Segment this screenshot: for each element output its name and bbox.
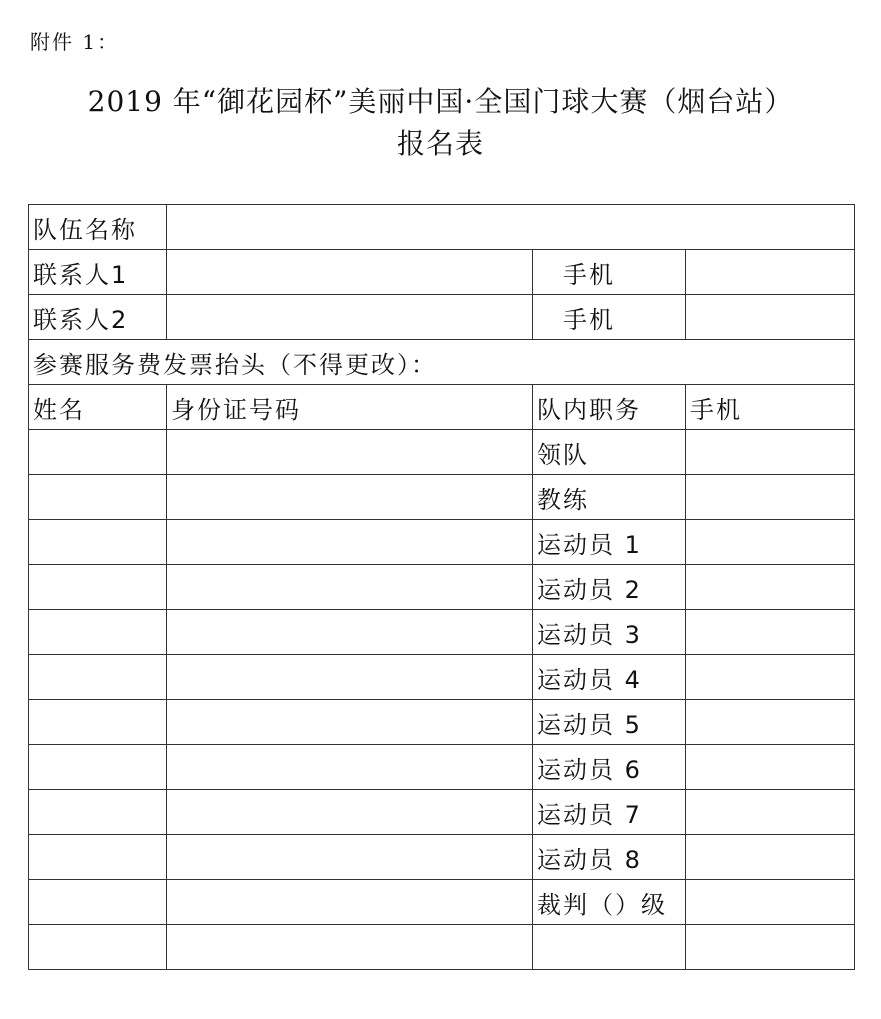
column-header-id-number: 身份证号码 xyxy=(167,385,533,430)
contact1-name-field[interactable] xyxy=(167,250,533,295)
invoice-title-label[interactable]: 参赛服务费发票抬头（不得更改）： xyxy=(29,340,855,385)
member-name-cell[interactable] xyxy=(29,745,167,790)
member-id-cell[interactable] xyxy=(167,880,533,925)
member-phone-cell[interactable] xyxy=(686,565,855,610)
member-phone-cell[interactable] xyxy=(686,700,855,745)
team-name-field[interactable] xyxy=(167,205,855,250)
registration-table xyxy=(28,204,855,970)
attachment-label: 附件 1： xyxy=(30,30,120,54)
column-header-phone: 手机 xyxy=(686,385,855,430)
contact1-phone-label: 手机 xyxy=(533,250,686,295)
contact2-row xyxy=(29,295,855,340)
member-id-cell[interactable] xyxy=(167,565,533,610)
member-name-cell[interactable] xyxy=(29,880,167,925)
member-id-cell[interactable] xyxy=(167,790,533,835)
member-name-cell[interactable] xyxy=(29,925,167,970)
member-name-cell[interactable] xyxy=(29,700,167,745)
contact1-phone-field[interactable] xyxy=(686,250,855,295)
column-header-name: 姓名 xyxy=(29,385,167,430)
contact2-name-field[interactable] xyxy=(167,295,533,340)
member-role-cell: 运动员 6 xyxy=(533,745,686,790)
table-row xyxy=(29,880,855,925)
member-header-row xyxy=(29,385,855,430)
member-name-cell[interactable] xyxy=(29,565,167,610)
table-row xyxy=(29,835,855,880)
member-name-cell[interactable] xyxy=(29,790,167,835)
table-row xyxy=(29,790,855,835)
member-phone-cell[interactable] xyxy=(686,430,855,475)
member-role-cell: 运动员 2 xyxy=(533,565,686,610)
contact2-label: 联系人2 xyxy=(29,295,167,340)
member-name-cell[interactable] xyxy=(29,610,167,655)
member-phone-cell[interactable] xyxy=(686,925,855,970)
member-role-cell[interactable] xyxy=(533,925,686,970)
member-phone-cell[interactable] xyxy=(686,745,855,790)
member-phone-cell[interactable] xyxy=(686,610,855,655)
contact1-label: 联系人1 xyxy=(29,250,167,295)
member-phone-cell[interactable] xyxy=(686,475,855,520)
member-role-cell: 运动员 8 xyxy=(533,835,686,880)
member-id-cell[interactable] xyxy=(167,475,533,520)
member-id-cell[interactable] xyxy=(167,655,533,700)
table-row xyxy=(29,610,855,655)
table-row xyxy=(29,565,855,610)
member-phone-cell[interactable] xyxy=(686,880,855,925)
member-id-cell[interactable] xyxy=(167,700,533,745)
member-phone-cell[interactable] xyxy=(686,655,855,700)
member-name-cell[interactable] xyxy=(29,430,167,475)
member-id-cell[interactable] xyxy=(167,430,533,475)
member-id-cell[interactable] xyxy=(167,745,533,790)
member-phone-cell[interactable] xyxy=(686,520,855,565)
column-header-role: 队内职务 xyxy=(533,385,686,430)
table-row xyxy=(29,655,855,700)
contact1-row xyxy=(29,250,855,295)
team-name-row xyxy=(29,205,855,250)
form-title: 2019 年“御花园杯”美丽中国·全国门球大赛（烟台站） xyxy=(87,85,794,118)
member-role-cell: 运动员 1 xyxy=(533,520,686,565)
member-name-cell[interactable] xyxy=(29,655,167,700)
member-role-cell: 运动员 4 xyxy=(533,655,686,700)
table-row xyxy=(29,430,855,475)
member-role-cell: 运动员 5 xyxy=(533,700,686,745)
member-name-cell[interactable] xyxy=(29,520,167,565)
member-id-cell[interactable] xyxy=(167,835,533,880)
invoice-row xyxy=(29,340,855,385)
table-row xyxy=(29,520,855,565)
member-phone-cell[interactable] xyxy=(686,790,855,835)
table-row xyxy=(29,475,855,520)
form-subtitle: 报名表 xyxy=(396,127,484,160)
contact2-phone-field[interactable] xyxy=(686,295,855,340)
member-role-cell: 运动员 3 xyxy=(533,610,686,655)
member-role-cell: 领队 xyxy=(533,430,686,475)
member-id-cell[interactable] xyxy=(167,520,533,565)
team-name-label: 队伍名称 xyxy=(29,205,167,250)
table-row xyxy=(29,925,855,970)
member-id-cell[interactable] xyxy=(167,925,533,970)
table-row xyxy=(29,745,855,790)
member-name-cell[interactable] xyxy=(29,835,167,880)
table-row xyxy=(29,700,855,745)
member-role-cell: 运动员 7 xyxy=(533,790,686,835)
member-role-cell: 裁判（）级 xyxy=(533,880,686,925)
member-id-cell[interactable] xyxy=(167,610,533,655)
contact2-phone-label: 手机 xyxy=(533,295,686,340)
member-role-cell: 教练 xyxy=(533,475,686,520)
member-name-cell[interactable] xyxy=(29,475,167,520)
member-phone-cell[interactable] xyxy=(686,835,855,880)
